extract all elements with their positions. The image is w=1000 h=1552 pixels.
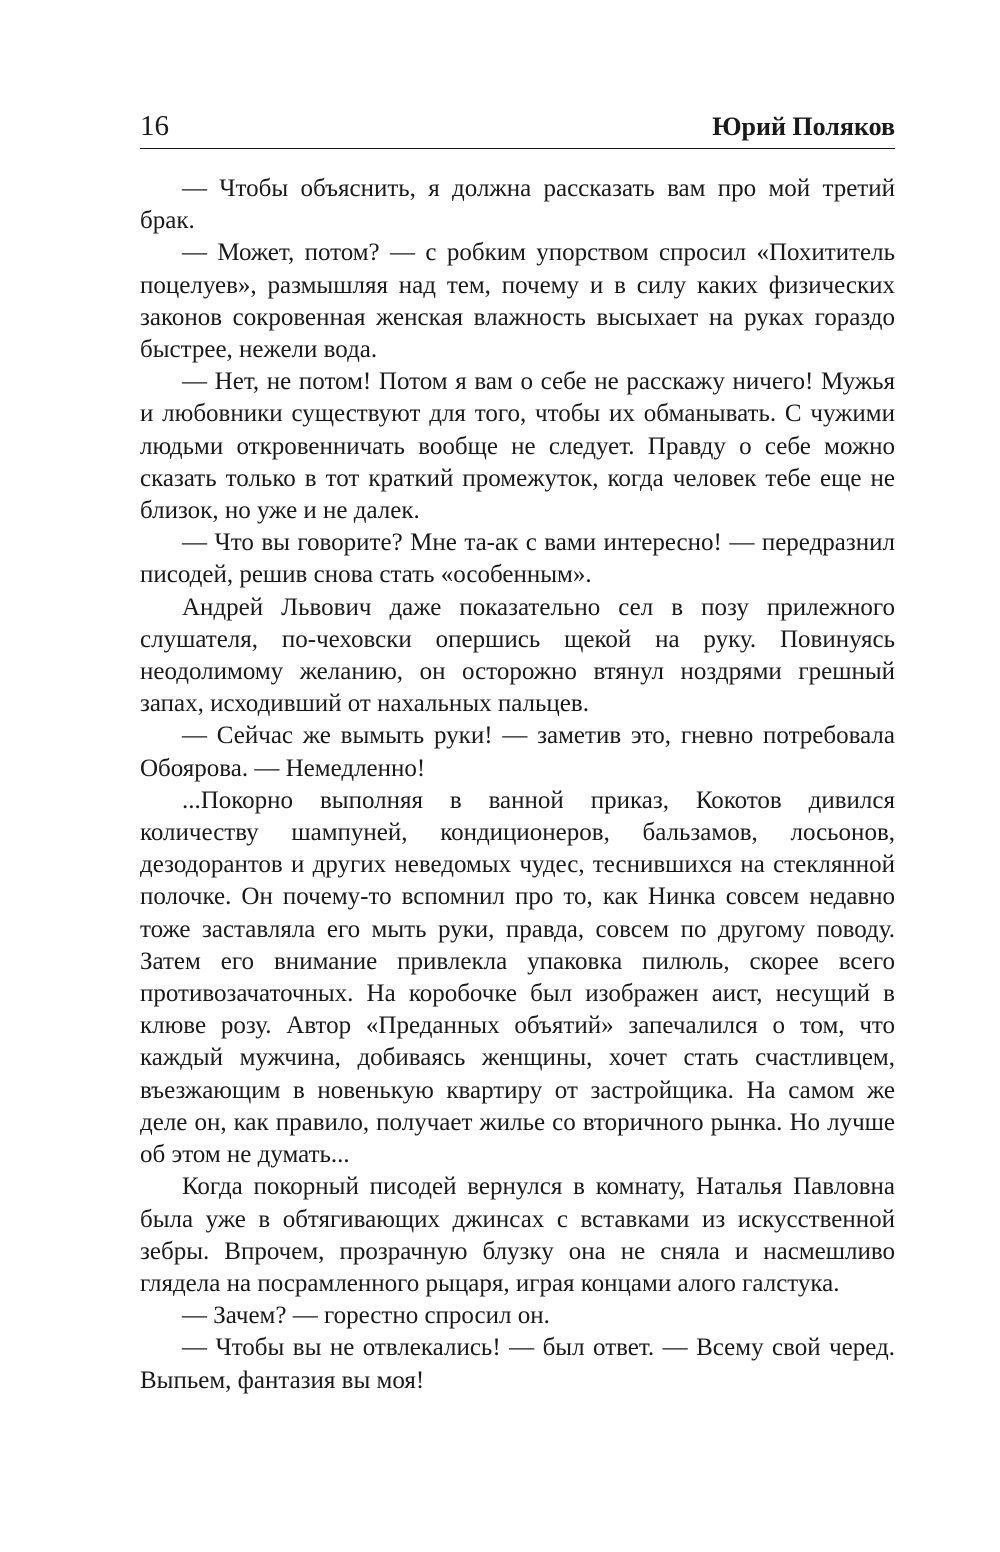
- paragraph: — Чтобы объяснить, я должна рассказать вам про мой третий брак.: [140, 175, 895, 235]
- paragraph: — Что вы говорите? Мне та-ак с вами интересно! — передразнил писодей, решив снова стать «особенным».: [140, 529, 895, 589]
- paragraph: — Нет, не потом! Потом я вам о себе не расскажу ничего! Мужья и любовники существуют для того, чтобы их обманывать. С чужими людьми откровенничать вообще не следует. Правду о себе можно сказать только в тот краткий промежуток, когда человек тебе еще не близок, но уже и не далек.: [140, 368, 895, 525]
- paragraph: — Сейчас же вымыть руки! — заметив это, гневно потребовала Обоярова. — Немедленно!: [140, 722, 895, 782]
- text-body: [140, 173, 895, 1397]
- paragraph: Когда покорный писодей вернулся в комнату, Наталья Павловна была уже в обтягивающих джинсах с вставками из искусственной зебры. Впрочем, прозрачную блузку она не сняла и насмешливо глядела на посрамленного рыцаря, играя концами алого галстука.: [140, 1173, 895, 1297]
- paragraph: — Может, потом? — с робким упорством спросил «Похититель поцелуев», размышляя над тем, почему и в силу каких физических законов сокровенная женская влажность высыхает на руках гораздо быстрее, нежели вода.: [140, 239, 895, 364]
- paragraph: — Чтобы вы не отвлекались! — был ответ. — Всему свой черед. Выпьем, фантазия вы моя!: [140, 1334, 895, 1394]
- paragraph: Андрей Львович даже показательно сел в позу прилежного слушателя, по-чеховски опершись щекой на руку. Повинуясь неодолимому желанию, он осторожно втянул ноздрями грешный запах, исходивший от нахальных пальцев.: [140, 593, 895, 718]
- book-page: [140, 0, 895, 1552]
- paragraph: ...Покорно выполняя в ванной приказ, Кокотов дивился количеству шампуней, кондиционеров, бальзамов, лосьонов, дезодорантов и других неведомых чудес, теснившихся на стеклянной полочке. Он почему-то вспомнил про то, как Нинка совсем недавно тоже заставляла его мыть руки, правда, совсем по другому поводу. Затем его внимание привлекла упаковка пилюль, скорее всего противозачаточных. На коробочке был изображен аист, несущий в клюве розу. Автор «Преданных объятий» запечалился о том, что каждый мужчина, добиваясь женщины, хочет стать счастливцем, въезжающим в новенькую квартиру от застройщика. На самом же деле он, как правило, получает жилье со вторичного рынка. Но лучше об этом не думать...: [140, 786, 895, 1169]
- paragraph: — Зачем? — горестно спросил он.: [182, 1302, 550, 1330]
- page-number: 16: [140, 110, 169, 142]
- running-author: Юрий Поляков: [712, 112, 895, 141]
- running-header: [140, 108, 895, 149]
